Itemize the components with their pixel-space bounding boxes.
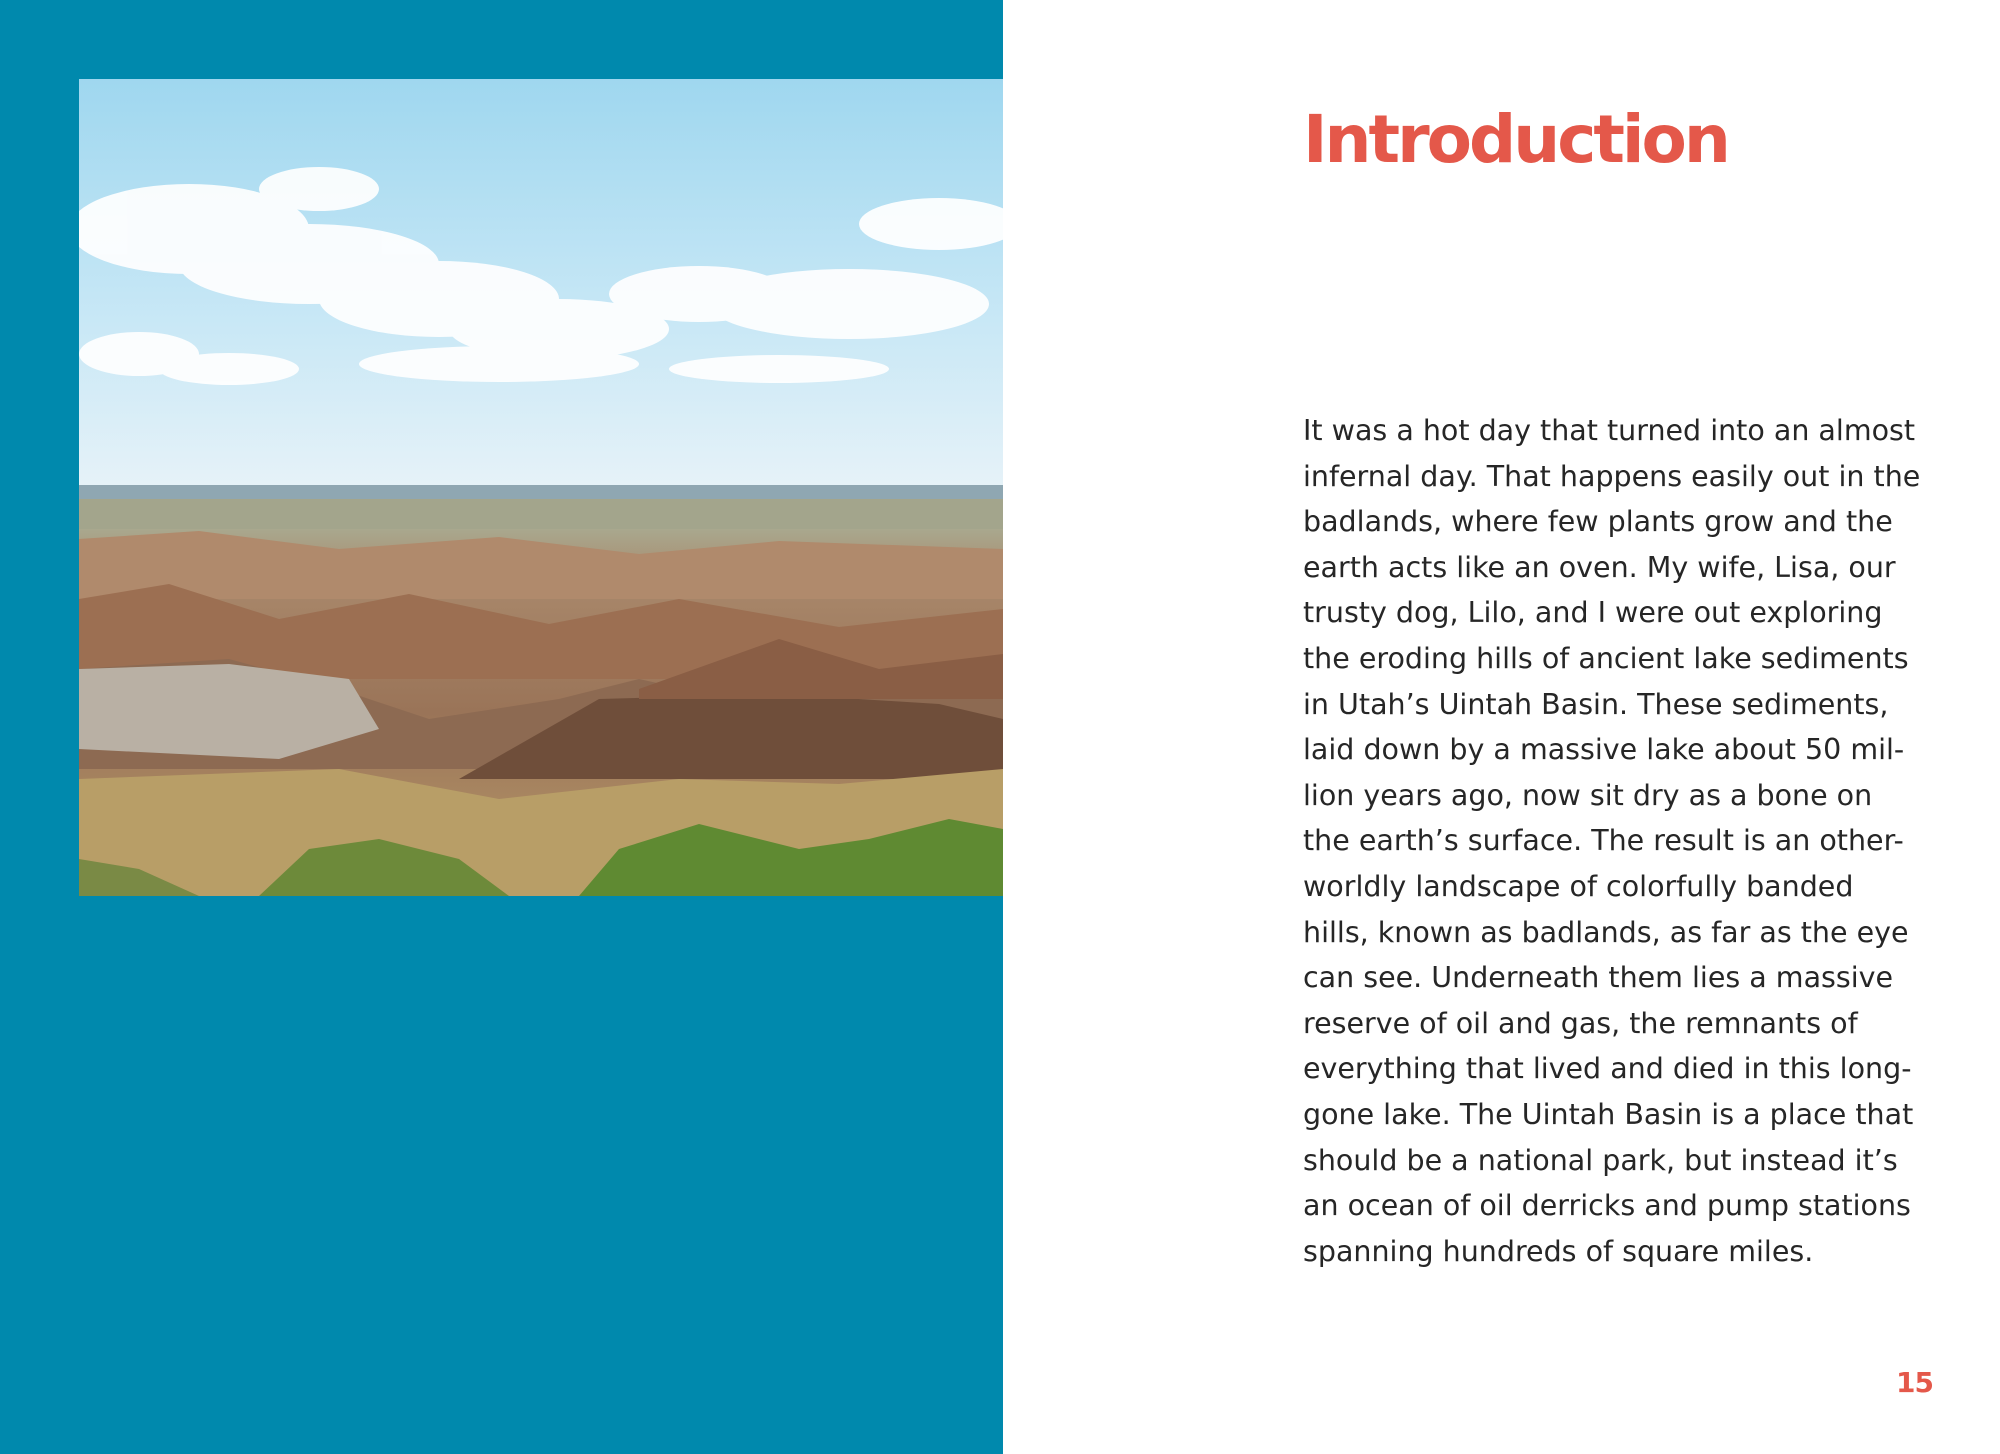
body-line: spanning hundreds of square miles.: [1303, 1234, 1814, 1268]
body-line: the earth’s surface. The result is an other-: [1303, 824, 1904, 858]
body-line: laid down by a massive lake about 50 mil-: [1303, 733, 1905, 767]
body-line: lion years ago, now sit dry as a bone on: [1303, 778, 1873, 812]
badlands-photo: [79, 79, 1003, 896]
body-line: reserve of oil and gas, the remnants of: [1303, 1006, 1858, 1040]
body-line: should be a national park, but instead it’s: [1303, 1143, 1898, 1177]
body-line: It was a hot day that turned into an almost: [1303, 414, 1916, 447]
body-line: worldly landscape of colorfully banded: [1303, 869, 1854, 903]
body-line: infernal day. That happens easily out in the: [1303, 459, 1921, 493]
body-line: trusty dog, Lilo, and I were out exploring: [1303, 596, 1883, 630]
body-line: hills, known as badlands, as far as the eye: [1303, 915, 1909, 949]
body-line: badlands, where few plants grow and the: [1303, 505, 1893, 539]
body-line: everything that lived and died in this long-: [1303, 1052, 1912, 1086]
body-paragraph: [1303, 408, 1943, 1274]
body-line: gone lake. The Uintah Basin is a place that: [1303, 1097, 1914, 1131]
body-line: in Utah’s Uintah Basin. These sediments,: [1303, 687, 1889, 721]
page-title: Introduction: [1303, 101, 1728, 178]
body-line: an ocean of oil derricks and pump stations: [1303, 1189, 1911, 1223]
page-number: 15: [1896, 1366, 1933, 1399]
right-page: [1003, 0, 2000, 1454]
body-line: earth acts like an oven. My wife, Lisa, our: [1303, 550, 1896, 584]
body-line: can see. Underneath them lies a massive: [1303, 961, 1894, 995]
body-line: the eroding hills of ancient lake sediments: [1303, 641, 1909, 675]
